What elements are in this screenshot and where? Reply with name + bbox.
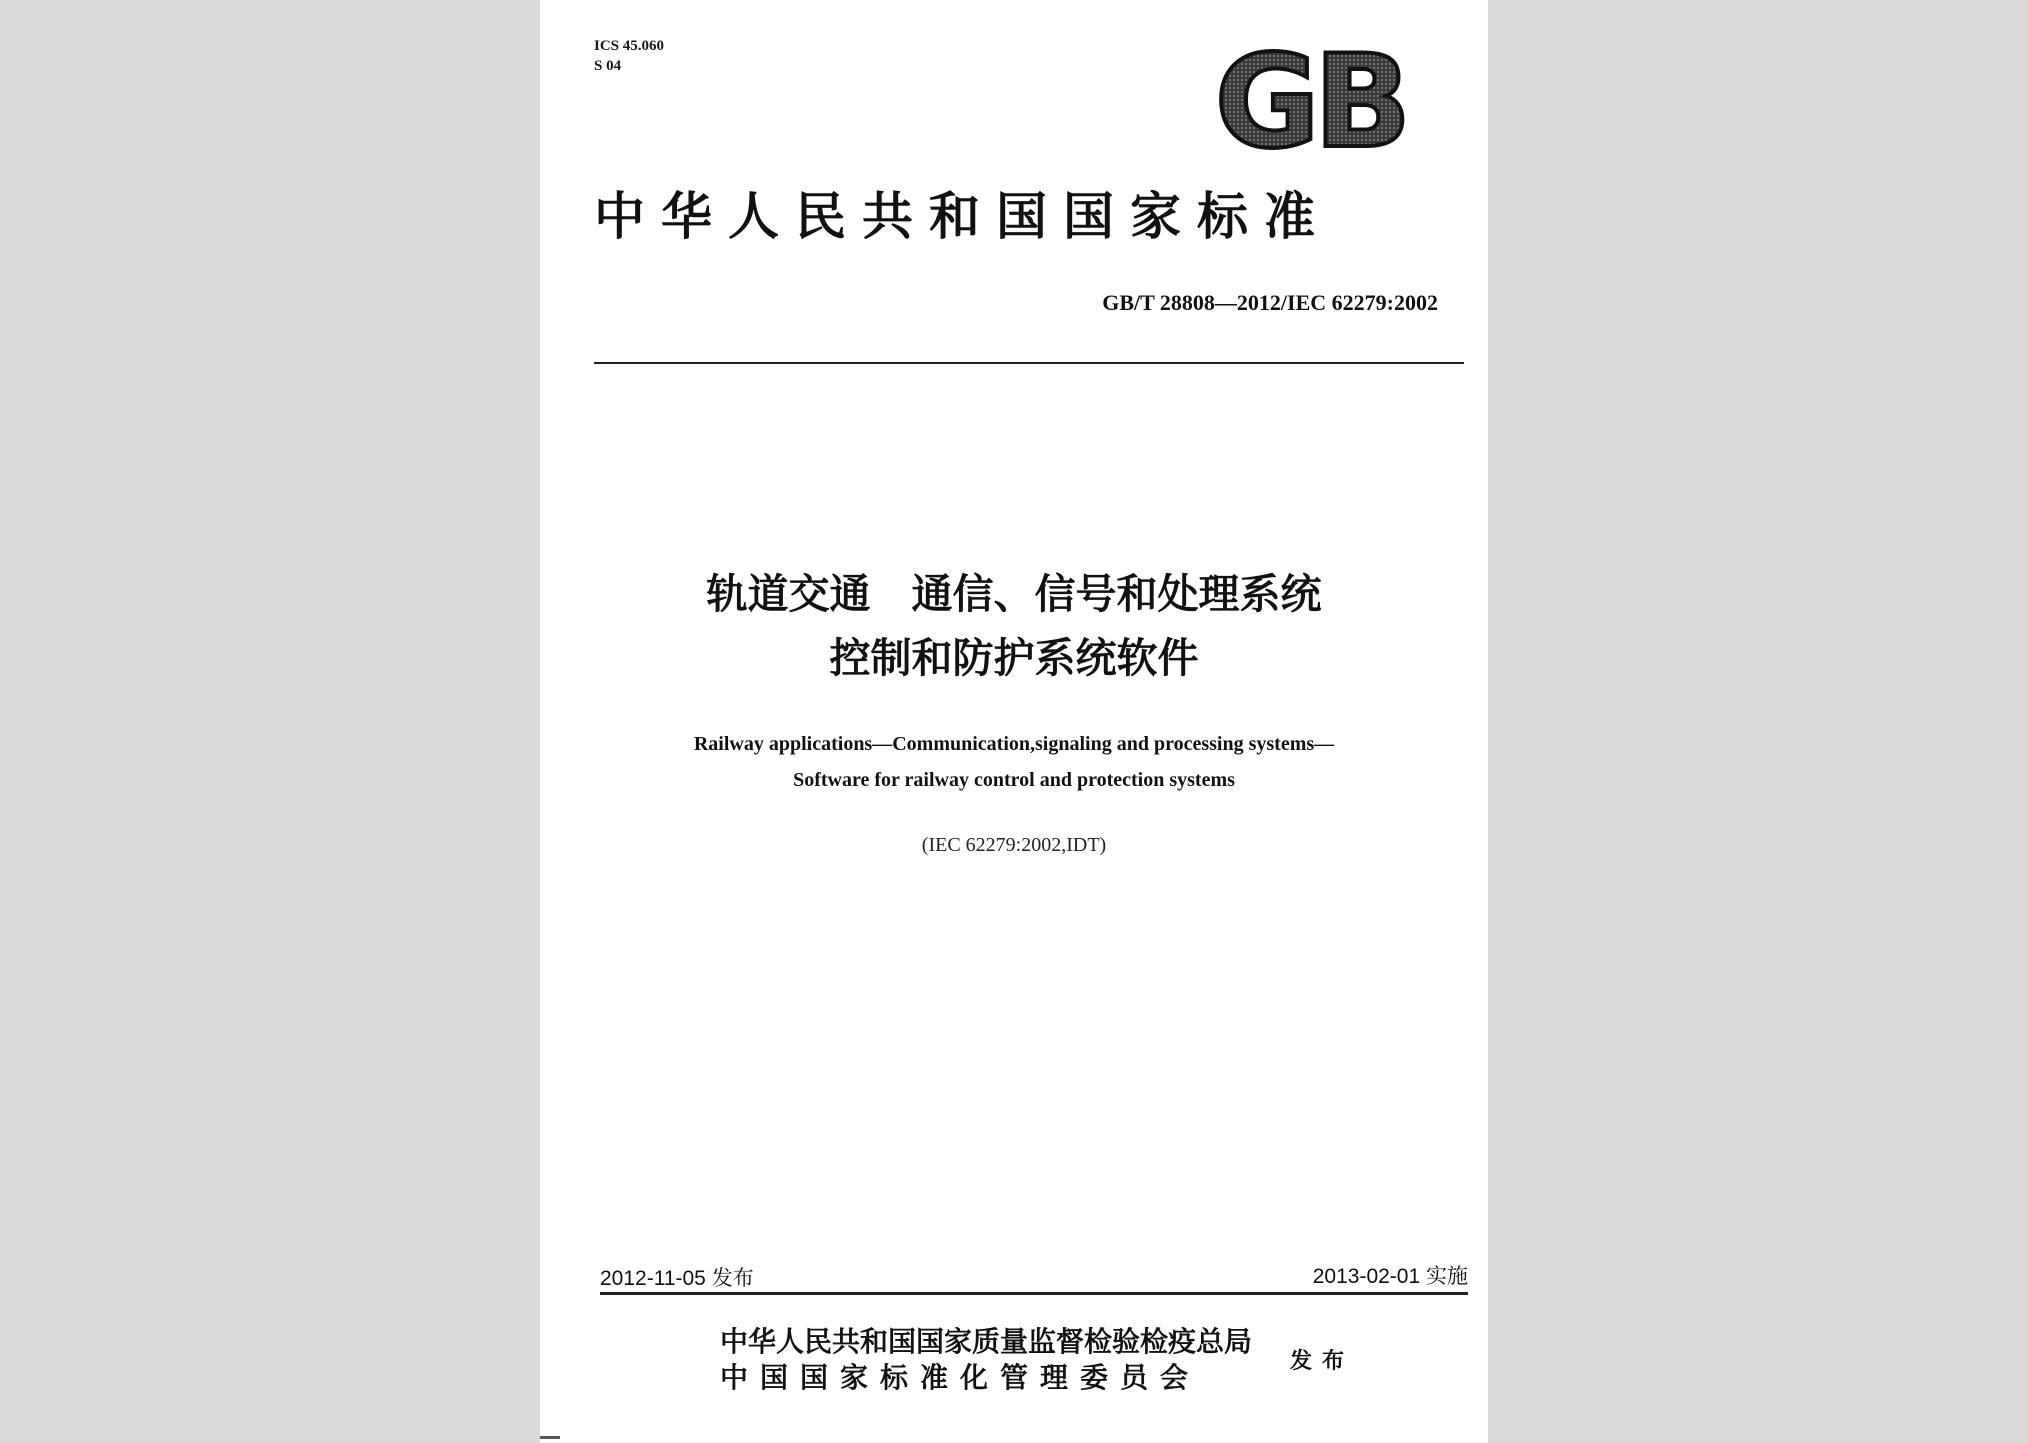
footer-divider (600, 1292, 1468, 1295)
standard-number: GB/T 28808—2012/IEC 62279:2002 (1102, 290, 1438, 315)
english-title (540, 726, 1488, 798)
national-standard-title: 中华人民共和国国家标准 (594, 187, 1332, 247)
equivalence-note: (IEC 62279:2002,IDT) (921, 834, 1107, 856)
chinese-title-line-1: 轨道交通 通信、信号和处理系统 (706, 570, 1322, 618)
english-title-line-1: Railway applications—Communication,signaling and processing systems— (693, 733, 1335, 755)
issue-date: 2012-11-05 发布 (600, 1267, 754, 1290)
chinese-title-line-2: 控制和防护系统软件 (829, 634, 1199, 682)
gb-logo (1200, 46, 1420, 158)
publish-label: 发布 (1290, 1348, 1355, 1374)
category-code: S 04 (594, 58, 622, 74)
issuer-line-2: 中国国家标准化管理委员会 (720, 1361, 1201, 1394)
implementation-date: 2013-02-01 实施 (1312, 1265, 1468, 1288)
english-title-line-2: Software for railway control and protection systems (793, 769, 1235, 791)
scan-mark (540, 1436, 560, 1439)
gb-logo-text: GB (1214, 46, 1406, 158)
header-divider (594, 362, 1464, 364)
classification-block (594, 36, 664, 76)
issuer-line-1: 中华人民共和国国家质量监督检验检疫总局 (720, 1325, 1253, 1358)
issuing-authorities (720, 1324, 1252, 1396)
ics-code: ICS 45.060 (594, 38, 665, 54)
chinese-title (540, 562, 1488, 690)
document-page (540, 0, 1488, 1443)
